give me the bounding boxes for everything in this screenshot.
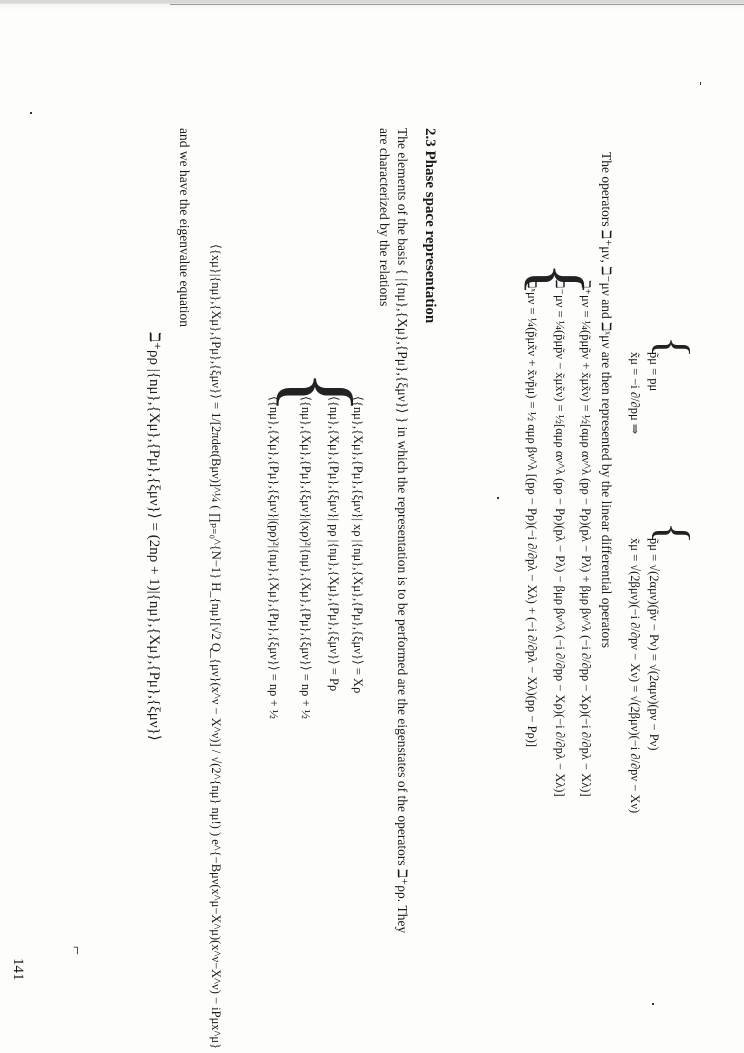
equation-op-minus: ℶ⁻μν = ¼(p̃μp̃ν − x̃μx̃ν) = ½[αμρ αν^λ (pρ − Pρ)(pλ − Pλ) − βμρ βν^λ (−i ∂/∂pρ − Xρ)(−i ∂/∂pλ − Xλ)]: [553, 280, 567, 797]
equation-p-def: p̃μ = pμ: [647, 352, 661, 392]
equation-x-tilde: x̃μ = √(2βμν)(−i ∂/∂pν − Xν) = √(2βμν)(−i ∂/∂pν − Xν): [628, 538, 642, 814]
equation-op-plus: ℶ⁺μν = ¼(p̃μp̃ν + x̃μx̃ν) = ½[αμρ αν^λ (pρ − Pρ)(pλ − Pλ) + βμρ βν^λ (−i ∂/∂pρ − Xρ)(−i ∂/∂pλ − Xλ)]: [579, 280, 593, 797]
brace-left: {: [518, 262, 598, 297]
brace-left: {: [648, 522, 699, 545]
equation-x-def: x̃μ = −i ∂/∂pμ ⇒: [628, 352, 642, 435]
equation-wavefunction: ⟨{xμ}|{nμ},{Xμ},{Pμ},{ξμν}⟩ = 1/[2πdet(Bμν)]^¼ ( ∏ₚ₌₀^{N−1} H_{nμ}[√2 Q_{μν}(x^ν − X^ν)] / √(2^{nμ} nμ!) ) e^{−Bμν(x^μ−X^μ)(x^ν−X^ν) − iPμx^μ}: [209, 244, 223, 1050]
relation-x2-expect: ⟨{nμ},{Xμ},{Pμ},{ξμν}|(xρ)²|{nμ},{Xμ},{Pμ},{ξμν}⟩ = nρ + ½: [299, 396, 313, 720]
equation-op-cross: ℶˣμν = ¼(p̃μx̃ν + x̃νp̃μ) = ½ αμρ βν^λ [(pρ − Pρ)(−i ∂/∂pλ − Xλ) + (−i ∂/∂pλ − Xλ)(pρ − Pρ)]: [525, 280, 539, 748]
equation-p-tilde: p̃μ = √(2αμν)(p̃ν − Pν) = √(2αμν)(pν − Pν): [647, 538, 661, 751]
paragraph-eigen-intro: and we have the eigenvalue equation: [177, 128, 192, 328]
relation-p2-expect: ⟨{nμ},{Xμ},{Pμ},{ξμν}|(pρ)²|{nμ},{Xμ},{Pμ},{ξμν}⟩ = nρ + ½: [267, 396, 281, 720]
brace-left: {: [648, 336, 699, 359]
brace-left: {: [269, 370, 371, 415]
relation-p-expect: ⟨{nμ},{Xμ},{Pμ},{ξμν}| pρ |{nμ},{Xμ},{Pμ},{ξμν}⟩ = Pρ: [327, 396, 341, 692]
equation-eigenvalue: ℶ⁺ρρ |{nμ},{Xμ},{Pμ},{ξμν}⟩ = (2nρ + 1)|{nμ},{Xμ},{Pμ},{ξμν}⟩: [146, 332, 162, 741]
paragraph-basis-line1: The elements of the basis { |{nμ},{Xμ},{Pμ},{ξμν}⟩ } in which the representation is to be performed are the eigenstates of the operators ℶ⁺ρρ. They: [395, 128, 410, 934]
section-heading: 2.3 Phase space representation: [422, 128, 438, 324]
paragraph-basis-line2: are characterized by the relations: [377, 128, 392, 307]
paragraph-operators: The operators ℶ⁺μν, ℶ⁻μν and ℶˣμν are then represented by the linear differential operators: [599, 152, 614, 649]
page-number: 141: [10, 958, 26, 981]
margin-mark: ⌐: [68, 946, 85, 956]
relation-x-expect: ⟨{nμ},{Xμ},{Pμ},{ξμν}| xρ |{nμ},{Xμ},{Pμ},{ξμν}⟩ = Xρ: [351, 396, 365, 694]
